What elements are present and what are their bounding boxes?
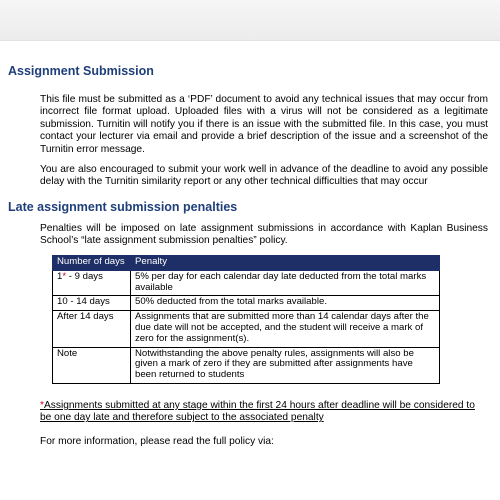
more-info-paragraph: For more information, please read the full policy via: xyxy=(40,436,274,447)
penalty-cell: Assignments that are submitted more than 14 calendar days after the due date will not be accepted, and the student will receive a mark of zero for the assignment(s). xyxy=(131,311,440,347)
table-row xyxy=(53,311,440,347)
days-prefix: 1 xyxy=(57,270,63,282)
days-cell: After 14 days xyxy=(53,311,131,347)
notice-text: Assignments submitted at any stage within the first 24 hours after deadline will be considered to be one day late and therefore subject to the associated penalty xyxy=(40,400,475,424)
first-24-hours-notice xyxy=(40,400,488,425)
days-cell xyxy=(53,270,131,296)
penalty-cell: 50% deducted from the total marks available. xyxy=(131,296,440,311)
advance-submission-paragraph: You are also encouraged to submit your work well in advance of the deadline to avoid any possible delay with the Turnitin similarity report or any other technical difficulties that may occur xyxy=(40,164,488,188)
late-penalties-heading: Late assignment submission penalties xyxy=(8,200,238,214)
header-number-of-days: Number of days xyxy=(53,256,131,271)
table-row xyxy=(53,347,440,383)
penalty-cell: Notwithstanding the above penalty rules, assignments will also be given a mark of zero if they are submitted after assignments have been returned to students xyxy=(131,347,440,383)
file-format-paragraph: This file must be submitted as a ‘PDF’ document to avoid any technical issues that may occur from incorrect file format upload. Uploaded files with a virus will not be considered as a legitimate submission. Turnitin will notify you if there is an issue with the submitted file. In this case, you must contact your lecturer via email and provide a brief description of the issue and a screenshot of the Turnitin error message. xyxy=(40,94,488,155)
penalty-cell: 5% per day for each calendar day late deducted from the total marks available xyxy=(131,270,440,296)
assignment-submission-heading: Assignment Submission xyxy=(8,64,154,78)
penalties-intro-paragraph: Penalties will be imposed on late assignment submissions in accordance with Kaplan Business School’s “late assignment submission penalties” policy. xyxy=(40,223,488,247)
viewer-top-band xyxy=(0,0,500,41)
days-cell: Note xyxy=(53,347,131,383)
days-suffix: - 9 days xyxy=(66,270,103,282)
header-penalty: Penalty xyxy=(131,256,440,271)
days-cell: 10 - 14 days xyxy=(53,296,131,311)
notice-asterisk: * xyxy=(40,400,44,411)
penalty-table xyxy=(52,255,440,384)
days-asterisk: * xyxy=(62,270,67,282)
table-row xyxy=(53,296,440,311)
table-header-row xyxy=(53,256,440,271)
table-row xyxy=(53,270,440,296)
